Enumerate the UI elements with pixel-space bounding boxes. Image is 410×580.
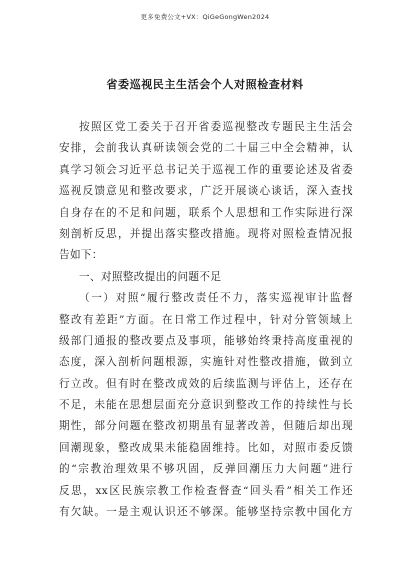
paragraph-line: 期性，部分问题在整改初期虽有显著改善，但随后却出现 bbox=[59, 420, 353, 433]
paragraph-line: 级部门通报的整改要点及事项，能够始终秉持高度重视的 bbox=[59, 334, 353, 347]
paragraph-line: 真学习领会习近平总书记关于巡视工作的重要论述及省委 bbox=[59, 163, 353, 176]
paragraph-line: 态度，深入剖析问题根源，实施针对性整改措施，做到立 bbox=[59, 356, 353, 369]
section-heading: 一、对照整改提出的问题不足 bbox=[79, 270, 222, 283]
header-note: 更多免费公文+VX：QiGeGongWen2024 bbox=[140, 13, 270, 21]
paragraph-line: 整改有差距”方面。在日常工作过程中，针对分管领域上 bbox=[59, 313, 353, 326]
subsection-line: （一）对照“履行整改责任不力，落实巡视审计监督 bbox=[79, 292, 353, 305]
paragraph-line: 告如下： bbox=[59, 249, 103, 262]
paragraph-line: 按照区党工委关于召开省委巡视整改专题民主生活会 bbox=[79, 121, 353, 133]
paragraph-line: 行立改。但有时在整改成效的后续监测与评估上，还存在 bbox=[59, 377, 353, 390]
document-title: 省委巡视民主生活会个人对照检查材料 bbox=[106, 78, 304, 91]
paragraph-line: 的“宗教治理效果不够巩固，反弹回潮压力大问题”进行 bbox=[59, 463, 353, 476]
paragraph-line: 巡视反馈意见和整改要求，广泛开展谈心谈话，深入查找 bbox=[59, 185, 353, 198]
paragraph-line: 有欠缺。一是主观认识还不够深。能够坚持宗教中国化方 bbox=[59, 506, 353, 519]
paragraph-line: 安排，会前我认真研读领会党的二十届三中全会精神，认 bbox=[59, 142, 353, 155]
body-text bbox=[59, 117, 353, 523]
paragraph-line: 自身存在的不足和问题，联系个人思想和工作实际进行深 bbox=[59, 206, 353, 219]
paragraph-line: 回潮现象，整改成果未能稳固维持。比如，对照市委反馈 bbox=[59, 441, 353, 454]
paragraph-line: 刻剖析反思，并提出落实整改措施。现将对照检查情况报 bbox=[59, 227, 353, 240]
paragraph-line: 反思，xx区民族宗教工作检查督查“回头看”相关工作还 bbox=[59, 484, 353, 497]
paragraph-line: 不足，未能在思想层面充分意识到整改工作的持续性与长 bbox=[59, 399, 353, 412]
